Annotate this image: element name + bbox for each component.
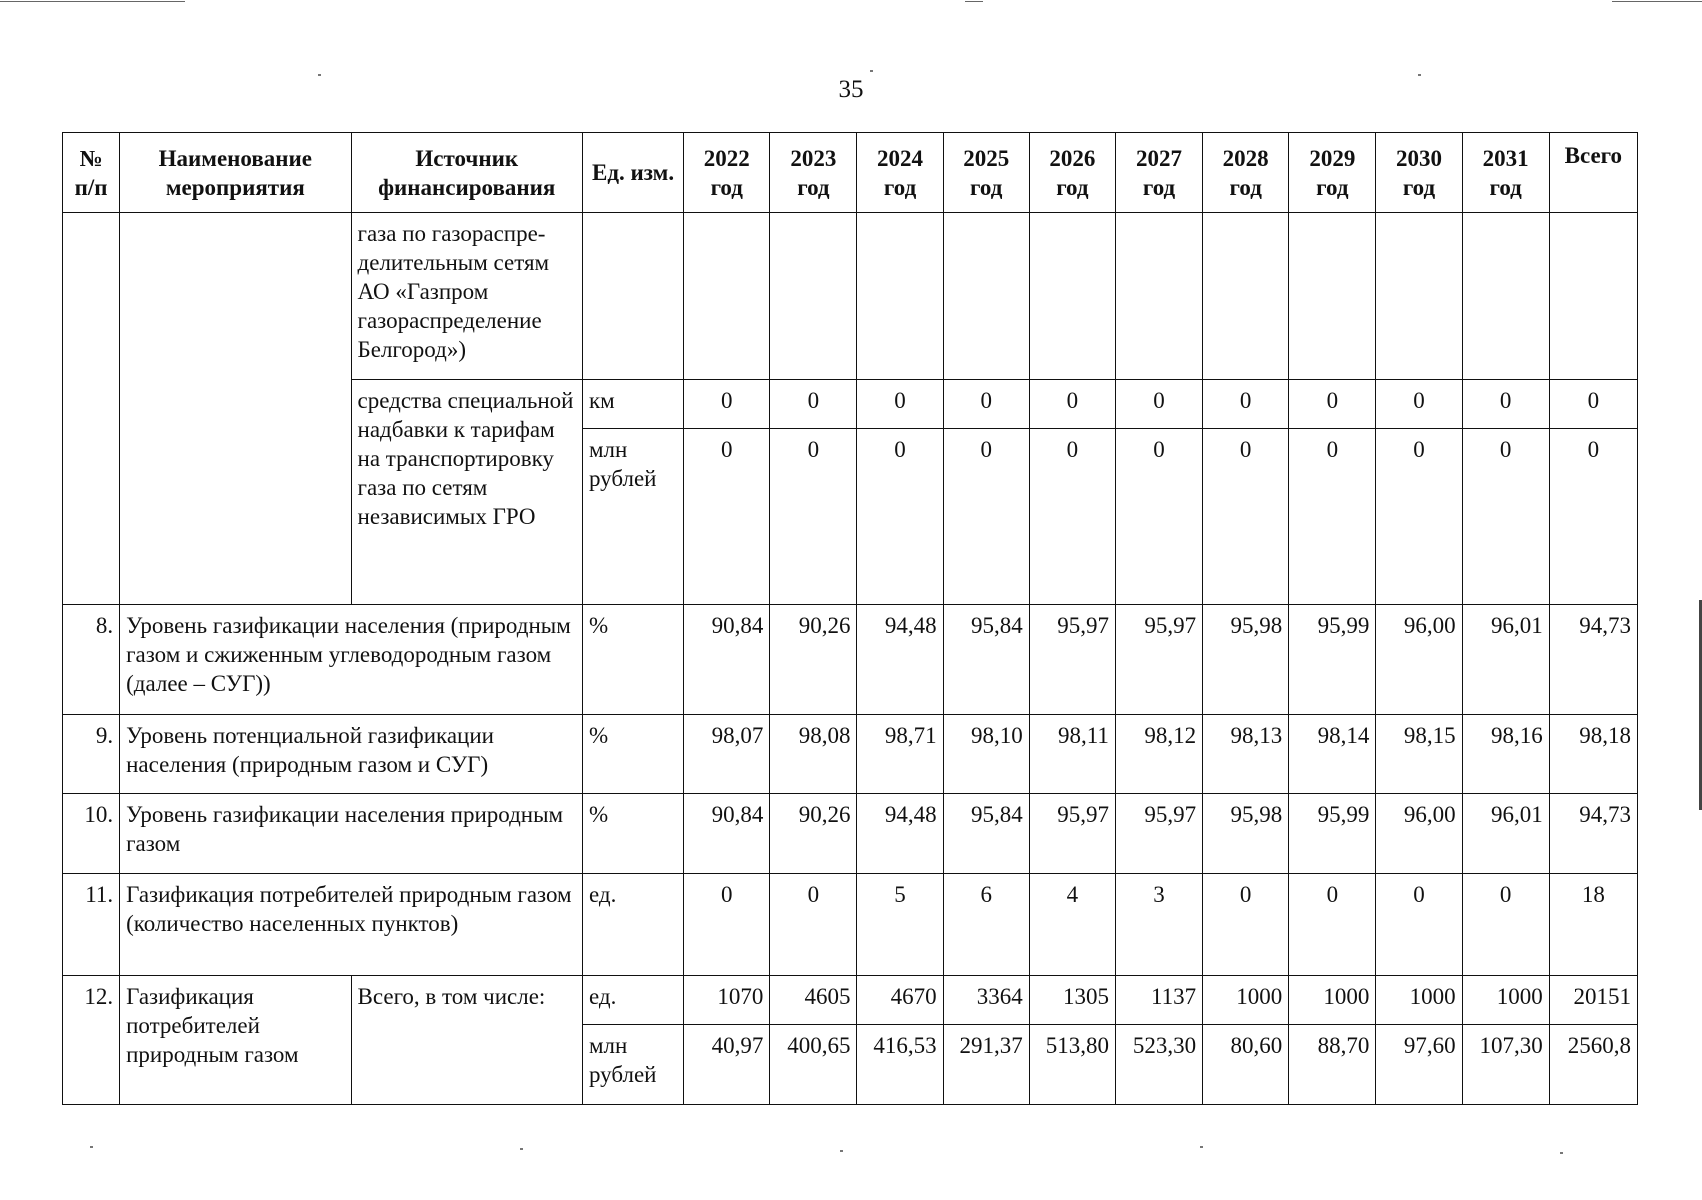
cell-value: 98,10 <box>943 715 1029 794</box>
cell-total: 94,73 <box>1549 605 1637 715</box>
cell-value: 0 <box>1115 380 1202 429</box>
cell-value: 95,84 <box>943 794 1029 874</box>
cell-value: 0 <box>1029 380 1115 429</box>
cell-value: 0 <box>1203 380 1289 429</box>
cell-value: 5 <box>857 874 943 976</box>
header-year: 2022 год <box>684 133 770 213</box>
cell-value: 513,80 <box>1029 1025 1115 1105</box>
table-row <box>63 605 1638 715</box>
header-row <box>63 133 1638 213</box>
cell-unit: % <box>582 605 683 715</box>
cell-unit: км <box>582 380 683 429</box>
cell-value: 0 <box>1029 429 1115 605</box>
cell-value: 416,53 <box>857 1025 943 1105</box>
cell-value: 95,97 <box>1115 605 1202 715</box>
scan-dust <box>840 1150 843 1152</box>
cell-value: 523,30 <box>1115 1025 1202 1105</box>
cell-value: 0 <box>1462 874 1549 976</box>
cell-total: 94,73 <box>1549 794 1637 874</box>
cell-value: 4 <box>1029 874 1115 976</box>
page-number: 35 <box>838 76 864 103</box>
cell-idx-empty <box>63 213 120 605</box>
cell-value: 90,26 <box>770 794 857 874</box>
cell-total: 18 <box>1549 874 1637 976</box>
cell-value: 96,01 <box>1462 794 1549 874</box>
gasification-table <box>62 132 1638 1105</box>
cell-idx: 11. <box>63 874 120 976</box>
header-year: 2028 год <box>1203 133 1289 213</box>
scan-artifact-line <box>1612 1 1702 2</box>
cell-value: 400,65 <box>770 1025 857 1105</box>
cell-value: 95,97 <box>1029 605 1115 715</box>
cell-value: 0 <box>770 380 857 429</box>
cell-value: 0 <box>1289 874 1376 976</box>
table-row <box>63 213 1638 380</box>
scan-dust <box>870 70 873 72</box>
cell-value: 0 <box>684 380 770 429</box>
cell-value: 98,71 <box>857 715 943 794</box>
cell-value: 98,15 <box>1376 715 1462 794</box>
cell-value: 0 <box>770 429 857 605</box>
scan-dust <box>1560 1152 1563 1154</box>
cell-value: 1070 <box>684 976 770 1025</box>
header-source: Источник финансирования <box>351 133 582 213</box>
cell-value: 95,97 <box>1115 794 1202 874</box>
scan-artifact-line <box>0 1 185 2</box>
scan-artifact-line <box>965 1 983 2</box>
cell-idx: 9. <box>63 715 120 794</box>
cell-source: газа по газораспре-делительным сетям АО «Газпром газораспределение Белгород») <box>351 213 582 380</box>
cell-value: 0 <box>1203 874 1289 976</box>
cell-value: 1000 <box>1289 976 1376 1025</box>
cell-name-empty <box>120 213 351 605</box>
cell-value: 3 <box>1115 874 1202 976</box>
table-row <box>63 715 1638 794</box>
header-year: 2023 год <box>770 133 857 213</box>
scan-dust <box>90 1146 93 1148</box>
cell-total: 2560,8 <box>1549 1025 1637 1105</box>
cell-unit: млн рублей <box>582 1025 683 1105</box>
header-year: 2030 год <box>1376 133 1462 213</box>
cell-name: Газификация потребителей природным газом (количество населенных пунктов) <box>120 874 583 976</box>
cell-value: 0 <box>1203 429 1289 605</box>
cell-value: 0 <box>684 874 770 976</box>
cell-unit: % <box>582 715 683 794</box>
cell-value: 1305 <box>1029 976 1115 1025</box>
cell-value: 0 <box>1376 874 1462 976</box>
cell-name: Уровень газификации населения (природным газом и сжиженным углеводородным газом (далее – СУГ)) <box>120 605 583 715</box>
header-name: Наименование мероприятия <box>120 133 351 213</box>
scan-dust <box>520 1148 523 1150</box>
cell-total: 0 <box>1549 429 1637 605</box>
cell-value: 107,30 <box>1462 1025 1549 1105</box>
cell-value: 95,99 <box>1289 605 1376 715</box>
cell-value: 0 <box>1376 380 1462 429</box>
header-year: 2031 год <box>1462 133 1549 213</box>
cell-value: 0 <box>1376 429 1462 605</box>
scan-dust <box>1200 1146 1203 1148</box>
header-year: 2027 год <box>1115 133 1202 213</box>
header-year: 2025 год <box>943 133 1029 213</box>
cell-value: 1000 <box>1203 976 1289 1025</box>
cell-name: Уровень газификации населения природным газом <box>120 794 583 874</box>
cell-value: 0 <box>857 380 943 429</box>
cell-value: 95,99 <box>1289 794 1376 874</box>
cell-value: 98,14 <box>1289 715 1376 794</box>
cell-value: 94,48 <box>857 605 943 715</box>
cell-value: 4605 <box>770 976 857 1025</box>
cell-value: 90,84 <box>684 605 770 715</box>
cell-value: 98,12 <box>1115 715 1202 794</box>
cell-value: 95,84 <box>943 605 1029 715</box>
cell-name: Уровень потенциальной газификации населения (природным газом и СУГ) <box>120 715 583 794</box>
cell-value: 90,84 <box>684 794 770 874</box>
cell-value: 0 <box>943 429 1029 605</box>
cell-unit: ед. <box>582 976 683 1025</box>
cell-value: 98,11 <box>1029 715 1115 794</box>
cell-value: 4670 <box>857 976 943 1025</box>
cell-value: 0 <box>1462 429 1549 605</box>
cell-value: 95,98 <box>1203 605 1289 715</box>
cell-unit: ед. <box>582 874 683 976</box>
header-no: № п/п <box>63 133 120 213</box>
cell-source: Всего, в том числе: <box>351 976 582 1105</box>
cell-value: 98,08 <box>770 715 857 794</box>
cell-value: 90,26 <box>770 605 857 715</box>
cell-value: 0 <box>1289 429 1376 605</box>
cell-total: 0 <box>1549 380 1637 429</box>
cell-value: 0 <box>1289 380 1376 429</box>
cell-value: 88,70 <box>1289 1025 1376 1105</box>
header-year: 2026 год <box>1029 133 1115 213</box>
cell-value: 0 <box>1462 380 1549 429</box>
cell-source: средства специальной надбавки к тарифам на транспортировку газа по сетям независимых ГРО <box>351 380 582 605</box>
header-unit: Ед. изм. <box>582 133 683 213</box>
cell-value: 98,07 <box>684 715 770 794</box>
cell-idx: 10. <box>63 794 120 874</box>
table-row <box>63 874 1638 976</box>
cell-value: 80,60 <box>1203 1025 1289 1105</box>
cell-value: 98,16 <box>1462 715 1549 794</box>
cell-idx: 12. <box>63 976 120 1105</box>
cell-value: 291,37 <box>943 1025 1029 1105</box>
cell-value: 0 <box>857 429 943 605</box>
cell-value: 96,00 <box>1376 794 1462 874</box>
cell-idx: 8. <box>63 605 120 715</box>
cell-value: 1000 <box>1462 976 1549 1025</box>
cell-value: 1137 <box>1115 976 1202 1025</box>
cell-value: 40,97 <box>684 1025 770 1105</box>
cell-total: 20151 <box>1549 976 1637 1025</box>
cell-unit-empty <box>582 213 683 380</box>
table-row <box>63 794 1638 874</box>
header-total: Всего <box>1549 133 1637 213</box>
cell-value: 0 <box>943 380 1029 429</box>
cell-value: 1000 <box>1376 976 1462 1025</box>
cell-value: 6 <box>943 874 1029 976</box>
cell-value: 0 <box>684 429 770 605</box>
cell-value: 98,13 <box>1203 715 1289 794</box>
cell-name: Газификация потребителей природным газом <box>120 976 351 1105</box>
table-row <box>63 976 1638 1025</box>
cell-value: 0 <box>1115 429 1202 605</box>
cell-unit: % <box>582 794 683 874</box>
cell-value: 96,00 <box>1376 605 1462 715</box>
cell-value: 94,48 <box>857 794 943 874</box>
header-year: 2024 год <box>857 133 943 213</box>
cell-total: 98,18 <box>1549 715 1637 794</box>
cell-value: 95,98 <box>1203 794 1289 874</box>
cell-value: 97,60 <box>1376 1025 1462 1105</box>
cell-value: 0 <box>770 874 857 976</box>
cell-value: 3364 <box>943 976 1029 1025</box>
cell-value: 95,97 <box>1029 794 1115 874</box>
cell-value: 96,01 <box>1462 605 1549 715</box>
cell-unit: млн рублей <box>582 429 683 605</box>
header-year: 2029 год <box>1289 133 1376 213</box>
